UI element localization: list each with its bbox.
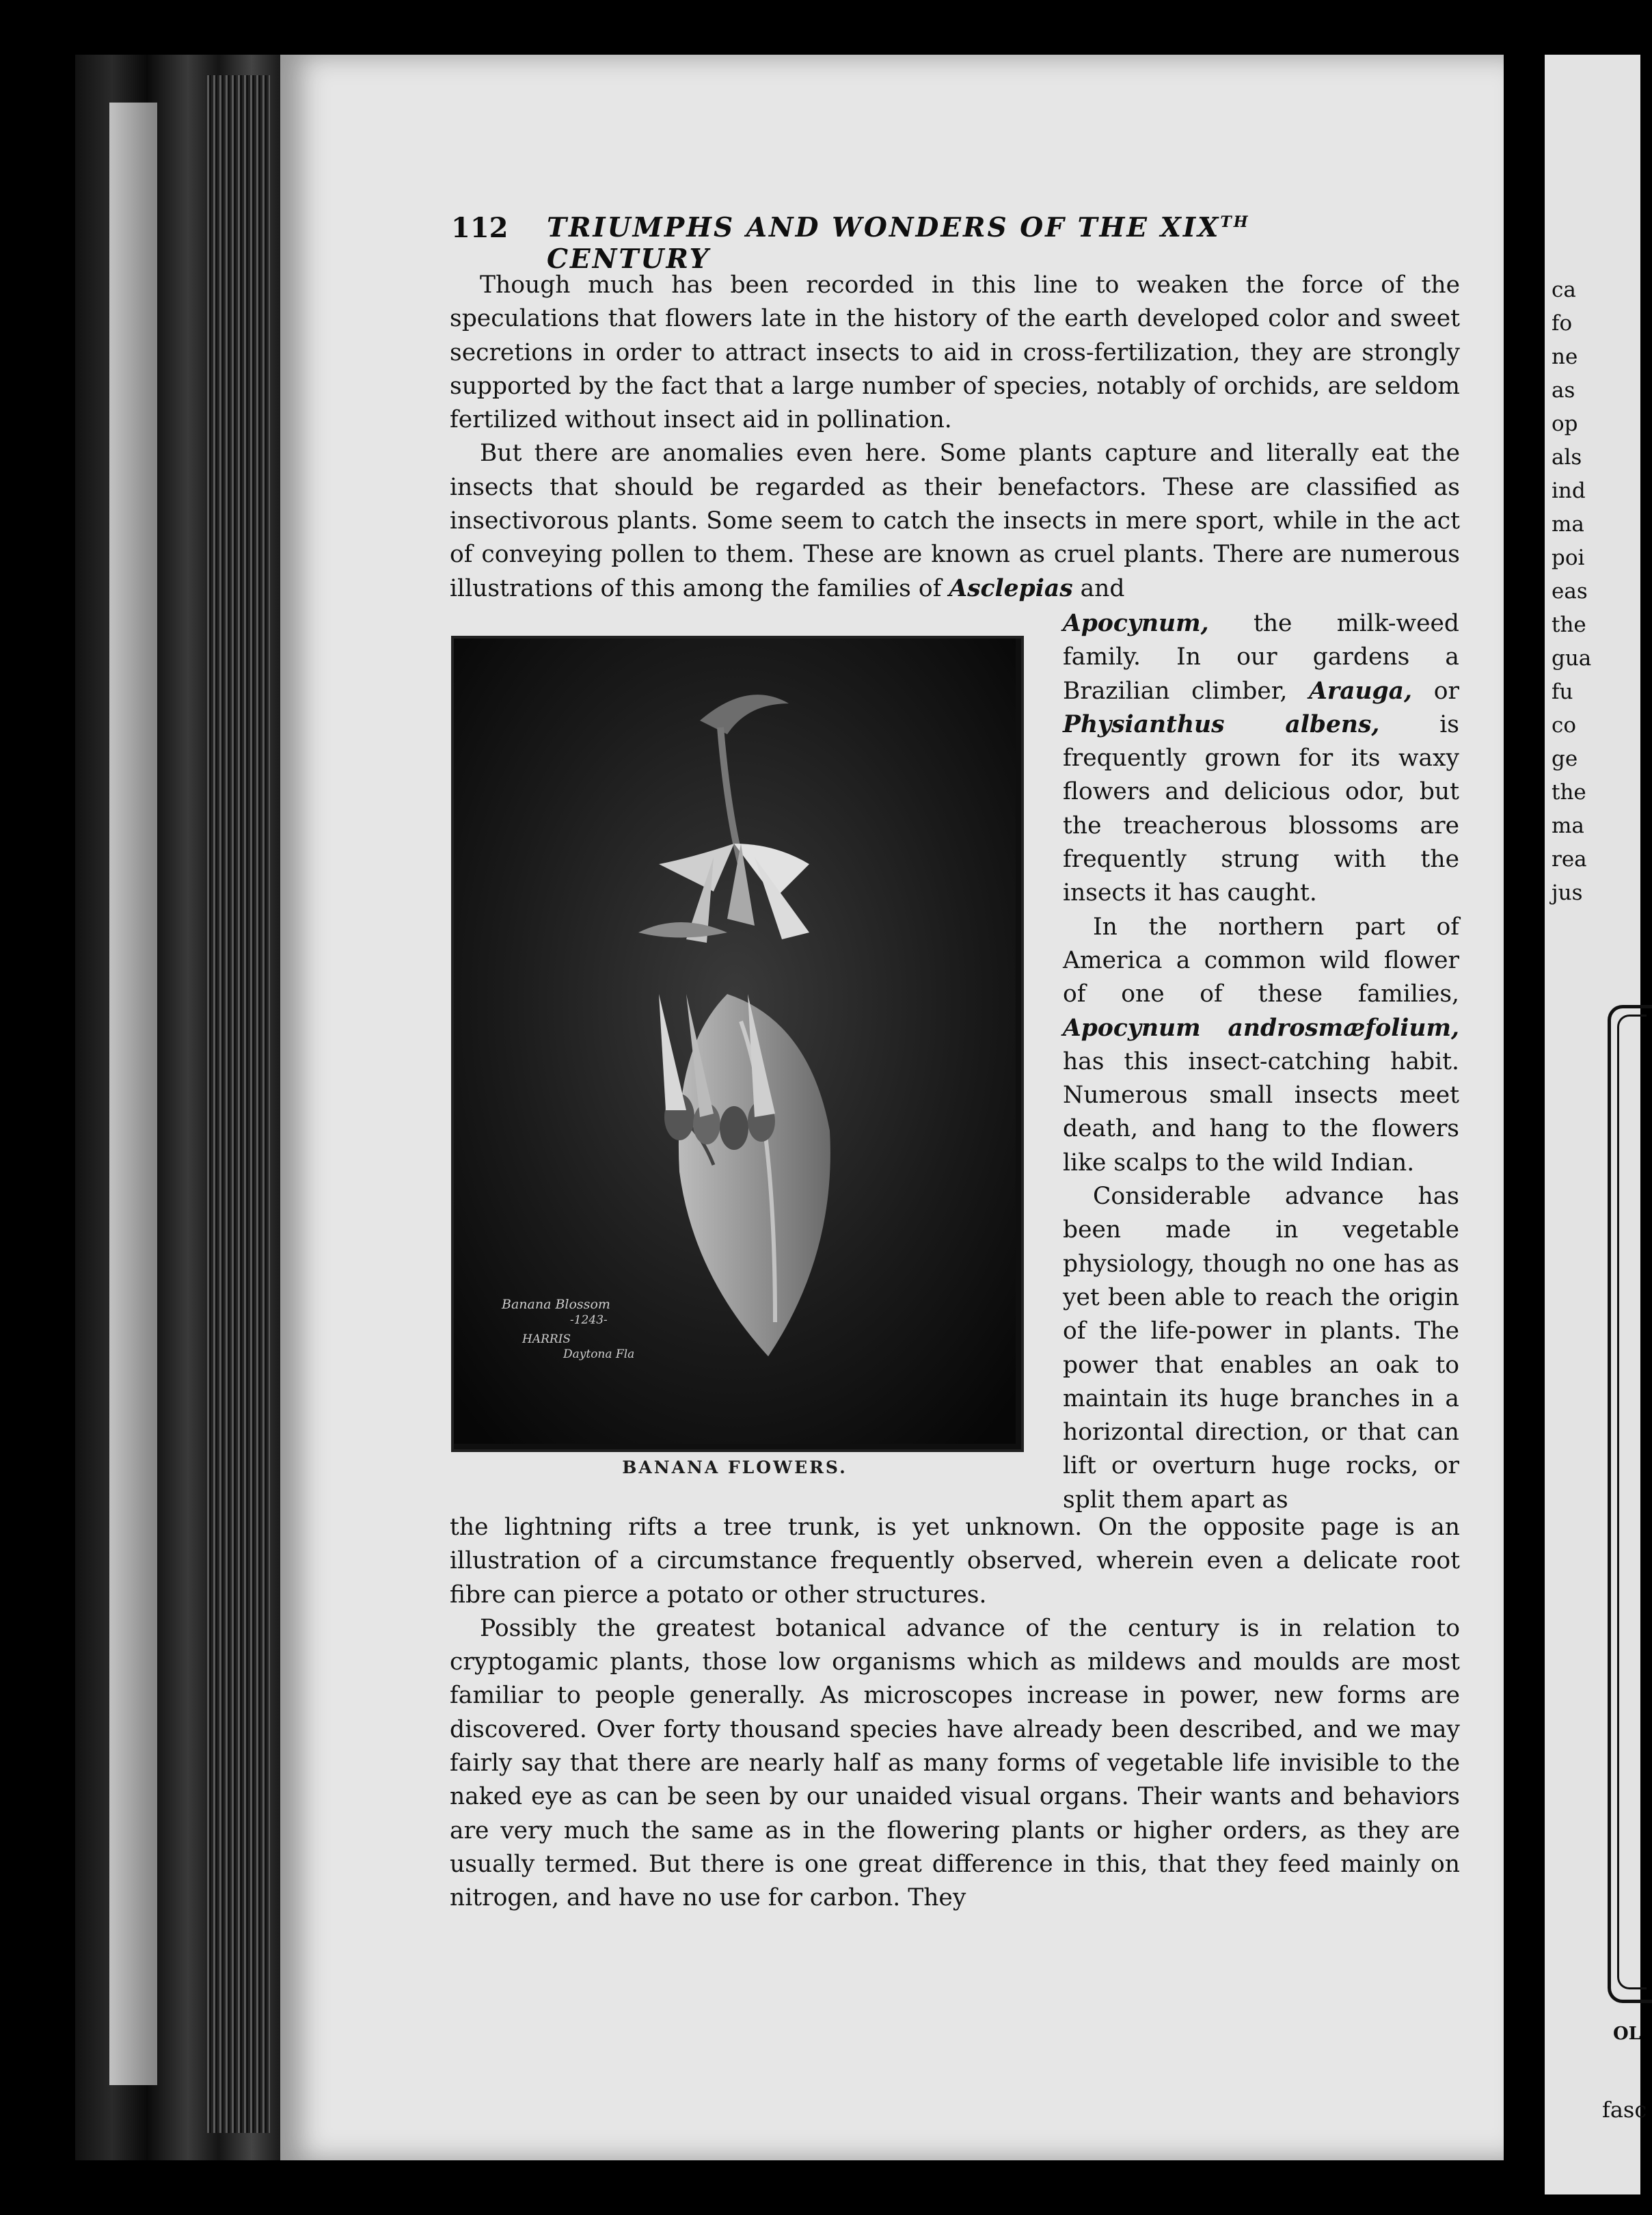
species-apocynum-androsmaefolium: Apocynum androsmæfolium, (1063, 1014, 1459, 1042)
facing-page (1545, 55, 1647, 2194)
genus-arauga: Arauga, (1309, 677, 1413, 705)
paragraph-anomalies (450, 437, 1460, 605)
facing-page-bottom-word: fasc (1602, 2097, 1647, 2123)
facing-page-line: ind (1552, 479, 1586, 503)
facing-page-line: ge (1552, 747, 1578, 771)
figure-caption: BANANA FLOWERS. (622, 1458, 848, 1477)
paragraph-lightning: the lightning rifts a tree trunk, is yet unknown. On the opposite page is an illustration of a circumstance frequently observed, wherein even a delicate root fibre can pierce a potato or other structures. (450, 1514, 1460, 1609)
genus-asclepias: Asclepias (949, 574, 1073, 602)
facing-page-line: ma (1552, 512, 1584, 537)
milkweed-text: the milk-weed family. In our gardens a Brazilian climber, (1063, 610, 1459, 705)
facing-page-line: fu (1552, 680, 1573, 704)
facing-page-line: ne (1552, 345, 1578, 369)
banana-flowers-illustration (454, 639, 1016, 1444)
insect-habit-text: has this insect-catching habit. Numerous small insects meet death, and hang to the flowers like scalps to the wild Indian. (1063, 1047, 1459, 1177)
facing-page-line: the (1552, 780, 1586, 805)
facing-page-line: fo (1552, 311, 1573, 336)
word-and: and (1072, 574, 1125, 602)
genus-apocynum: Apocynum, (1063, 610, 1209, 637)
opening-text (450, 269, 1460, 606)
page-edges (109, 103, 157, 2085)
page-header (451, 212, 1367, 275)
facing-page-line: op (1552, 412, 1578, 436)
paragraph-anomalies-text: But there are anomalies even here. Some plants capture and literally eat the insects that should be regarded as their benefactors. These are classified as insectivorous plants. Some seem to catch the insects in mere sport, while in the act of conveying pollen to them. These are known as cruel plants. There are numerous illustrations of this among the families of (450, 440, 1460, 602)
facing-page-line: als (1552, 445, 1582, 470)
facing-page-line: rea (1552, 847, 1587, 872)
facing-page-figure-inner-frame (1617, 1015, 1647, 1989)
page-stack (205, 75, 270, 2133)
running-title-main: TRIUMPHS AND WONDERS OF THE XIX (547, 212, 1221, 243)
running-title-superscript: TH (1220, 213, 1250, 231)
paragraph-pollination: Though much has been recorded in this line to weaken the force of the speculations that flowers late in the history of the earth developed color and sweet secretions in order to attract insects to aid in cross-fertilization, they are strongly supported by the fact that a large number of species, notably of orchids, are seldom fertilized without insect aid in pollination. (450, 271, 1460, 434)
northern-text: In the northern part of America a common wild flower of one of these families, (1063, 913, 1459, 1008)
page-number: 112 (451, 212, 509, 244)
paragraph-considerable: Considerable advance has been made in vegetable physiology, though no one has as yet been able to reach the origin of the life-power in plants. The power that enables an oak to maintain its huge branches in a horizontal direction, or that can lift or overturn huge rocks, or split them apart as (1063, 1183, 1459, 1514)
paragraph-northern (1063, 911, 1459, 1180)
facing-page-line: co (1552, 713, 1577, 738)
facing-page-line: eas (1552, 579, 1588, 604)
inscription-line-1: Banana Blossom (502, 1297, 610, 1312)
facing-page-line: the (1552, 613, 1586, 637)
facing-page-line: as (1552, 378, 1575, 403)
running-title (547, 212, 1367, 275)
facing-page-line: poi (1552, 546, 1585, 570)
banana-flowers-photo (451, 636, 1024, 1452)
paragraph-milkweed (1063, 607, 1459, 911)
waxy-flowers-text: is frequently grown for its waxy flowers and delicious odor, but the treacherous blossoms are frequently strung with the insects it has caught. (1063, 710, 1459, 907)
closing-text (450, 1511, 1460, 1916)
facing-page-line: ma (1552, 814, 1584, 838)
inscription-line-4: Daytona Fla (563, 1347, 635, 1361)
inscription-line-2: -1243- (570, 1313, 608, 1327)
facing-page-caption: OL (1613, 2024, 1641, 2044)
running-title-end: CENTURY (547, 243, 711, 275)
facing-page-line: gua (1552, 646, 1592, 671)
species-physianthus: Physianthus albens, (1063, 710, 1380, 738)
inscription-line-3: HARRIS (522, 1332, 571, 1346)
facing-page-text (1552, 273, 1591, 910)
word-or: or (1412, 677, 1459, 705)
facing-page-line: jus (1552, 881, 1583, 905)
side-column-text (1063, 607, 1459, 1517)
facing-page-line: ca (1552, 278, 1576, 302)
paragraph-cryptogamic: Possibly the greatest botanical advance of the century is in relation to cryptogamic plants, those low organisms which as mildews and moulds are most familiar to people generally. As microscopes increase in power, new forms are discovered. Over forty thousand species have already been described, and we may fairly say that there are nearly half as many forms of vegetable life invisible to the naked eye as can be seen by our unaided visual organs. Their wants and behaviors are very much the same as in the flowering plants or higher orders, as they are usually termed. But there is one great difference in this, that they feed mainly on nitrogen, and have no use for carbon. They (450, 1614, 1460, 1912)
